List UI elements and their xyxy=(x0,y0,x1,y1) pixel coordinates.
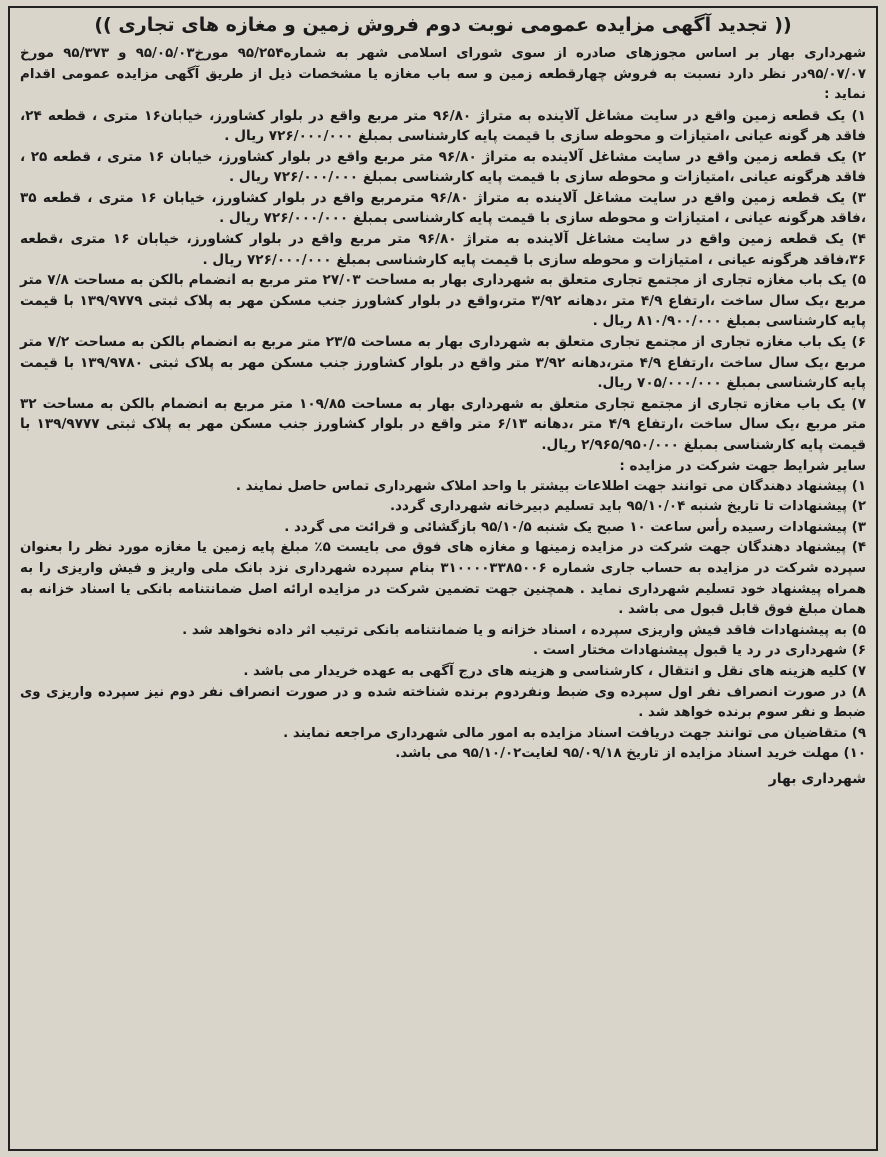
condition-item-9: ۹) متقاضیان می توانند جهت دریافت اسناد مزایده به امور مالی شهرداری مراجعه نمایند . xyxy=(283,725,866,741)
lot-item-7: ۷) یک باب مغازه تجاری از مجتمع تجاری متعلق به شهرداری بهار به مساحت ۱۰۹/۸۵ متر مربع به انضمام بالکن به مساحت ۳۲ متر مربع ،یک سال ساخت ،ارتفاع ۴/۹ متر ،دهانه ۶/۱۳ متر واقع در بلوار کشاورز جنب مسکن مهر به پلاک ثبتی ۱۳۹/۹۷۷۷ با قیمت پایه کارشناسی بمبلغ ۲/۹۶۵/۹۵۰/۰۰۰ ریال. xyxy=(20,395,866,453)
condition-item-2: ۲) پیشنهادات تا تاریخ شنبه ۹۵/۱۰/۰۴ باید تسلیم دبیرخانه شهرداری گردد. xyxy=(389,499,866,515)
lot-item-6: ۶) یک باب مغازه تجاری از مجتمع تجاری متعلق به شهرداری بهار به مساحت ۲۳/۵ متر مربع به انضمام بالکن به مساحت ۷/۲ متر مربع ،یک سال ساخت ،ارتفاع ۴/۹ متر،دهانه ۳/۹۲ متر واقع در بلوار کشاورز جنب مسکن مهر به پلاک ثبتی ۱۳۹/۹۷۸۰ با قیمت پایه کارشناسی بمبلغ ۷۰۵/۰۰۰/۰۰۰ ریال. xyxy=(20,334,867,392)
lot-item-1: ۱) یک قطعه زمین واقع در سایت مشاغل آلاینده به متراژ ۹۶/۸۰ متر مربع واقع در بلوار کشاورز، خیابان۱۶ متری ، قطعه ۲۴، فاقد هر گونه عیانی ،امتیازات و محوطه سازی با قیمت پایه کارشناسی بمبلغ ۷۲۶/۰۰۰/۰۰۰ ریال . xyxy=(20,107,866,145)
notice-frame xyxy=(8,6,878,1151)
signature: شهرداری بهار xyxy=(768,770,866,787)
conditions-heading: سایر شرایط جهت شرکت در مزایده : xyxy=(619,457,866,474)
condition-item-3: ۳) پیشنهادات رسیده رأس ساعت ۱۰ صبح یک شنبه ۹۵/۱۰/۵ بازگشائی و قرائت می گردد . xyxy=(284,519,866,535)
condition-item-10: ۱۰) مهلت خرید اسناد مزایده از تاریخ ۹۵/۰۹/۱۸ لغایت۹۵/۱۰/۰۲ می باشد. xyxy=(395,746,866,762)
condition-item-8: ۸) در صورت انصراف نفر اول سپرده وی ضبط ونفردوم برنده شناخته شده و در صورت انصراف نفر دوم نیز سپرده واریزی وی ضبط و نفر سوم برنده خواهد شد . xyxy=(20,684,866,721)
condition-item-6: ۶) شهرداری در رد یا قبول پیشنهادات مختار است . xyxy=(532,643,866,659)
lot-item-4: ۴) یک قطعه زمین واقع در سایت مشاغل آلاینده به متراژ ۹۶/۸۰ متر مربع واقع در بلوار کشاورز، خیابان ۱۶ متری ،قطعه ۳۶،فاقد هرگونه عیانی ، امتیازات و محوطه سازی با قیمت پایه کارشناسی بمبلغ ۷۲۶/۰۰۰/۰۰۰ ریال . xyxy=(20,231,866,268)
lot-item-5: ۵) یک باب مغازه تجاری از مجتمع تجاری متعلق به شهرداری بهار به مساحت ۲۷/۰۳ متر مربع به انضمام بالکن به مساحت ۷/۸ متر مربع ،یک سال ساخت ،ارتفاع ۴/۹ متر ،دهانه ۳/۹۲ متر،واقع در بلوار کشاورز جنب مسکن مهر به پلاک ثبتی ۱۳۹/۹۷۷۹ با قیمت پایه کارشناسی بمبلغ ۸۱۰/۹۰۰/۰۰۰ ریال . xyxy=(20,272,867,330)
lot-item-2: ۲) یک قطعه زمین واقع در سایت مشاغل آلاینده به متراژ ۹۶/۸۰ متر مربع واقع در بلوار کشاورز، خیابان ۱۶ متری ، قطعه ۲۵ ، فاقد هرگونه عیانی ،امتیازات و محوطه سازی با قیمت پایه کارشناسی بمبلغ ۷۲۶/۰۰۰/۰۰۰ ریال . xyxy=(20,148,866,186)
condition-item-4: ۴) پیشنهاد دهندگان جهت شرکت در مزایده زمینها و مغازه های فوق می بایست ۵٪ مبلغ پایه زمین یا مغازه مورد نظر را بعنوان سپرده شرکت در مزایده به حساب جاری شماره ۳۱۰۰۰۰۳۳۸۵۰۰۶ بنام سپرده شهرداری نزد بانک ملی واریز و فیش واریزی را به همراه پیشنهاد خود تسلیم شهرداری نماید . همچنین جهت تضمین شرکت در مزایده ارائه اصل ضمانتنامه بانکی یا اسناد خزانه به همان مبلغ فوق قابل قبول می باشد . xyxy=(20,540,866,618)
intro-paragraph: شهرداری بهار بر اساس مجوزهای صادره از سوی شورای اسلامی شهر به شماره۹۵/۲۵۴ مورخ۹۵/۰۵/۰۳ و ۹۵/۳۷۳ مورخ ۹۵/۰۷/۰۷در نظر دارد نسبت به فروش چهارقطعه زمین و سه باب مغازه یا مشخصات ذیل از طریق آگهی مزایده عمومی اقدام نماید : xyxy=(20,46,867,102)
notice-title: (( تجدید آگهی مزایده عمومی نوبت دوم فروش زمین و مغازه های تجاری )) xyxy=(94,14,792,36)
lot-item-3: ۳) یک قطعه زمین واقع در سایت مشاغل آلاینده به متراژ ۹۶/۸۰ مترمربع واقع در بلوار کشاورز، خیابان ۱۶ متری ، قطعه ۳۵ ،فاقد هرگونه عیانی ، امتیازات و محوطه سازی با قیمت پایه کارشناسی بمبلغ ۷۲۶/۰۰۰/۰۰۰ ریال . xyxy=(20,189,866,227)
condition-item-1: ۱) پیشنهاد دهندگان می توانند جهت اطلاعات بیشتر با واحد املاک شهرداری تماس حاصل نمایند . xyxy=(235,478,866,494)
condition-item-5: ۵) به پیشنهادات فاقد فیش واریزی سپرده ، اسناد خزانه و یا ضمانتنامه بانکی ترتیب اثر داده نخواهد شد . xyxy=(182,622,866,638)
condition-item-7: ۷) کلیه هزینه های نقل و انتقال ، کارشناسی و هزینه های درج آگهی به عهده خریدار می باشد . xyxy=(243,663,866,679)
